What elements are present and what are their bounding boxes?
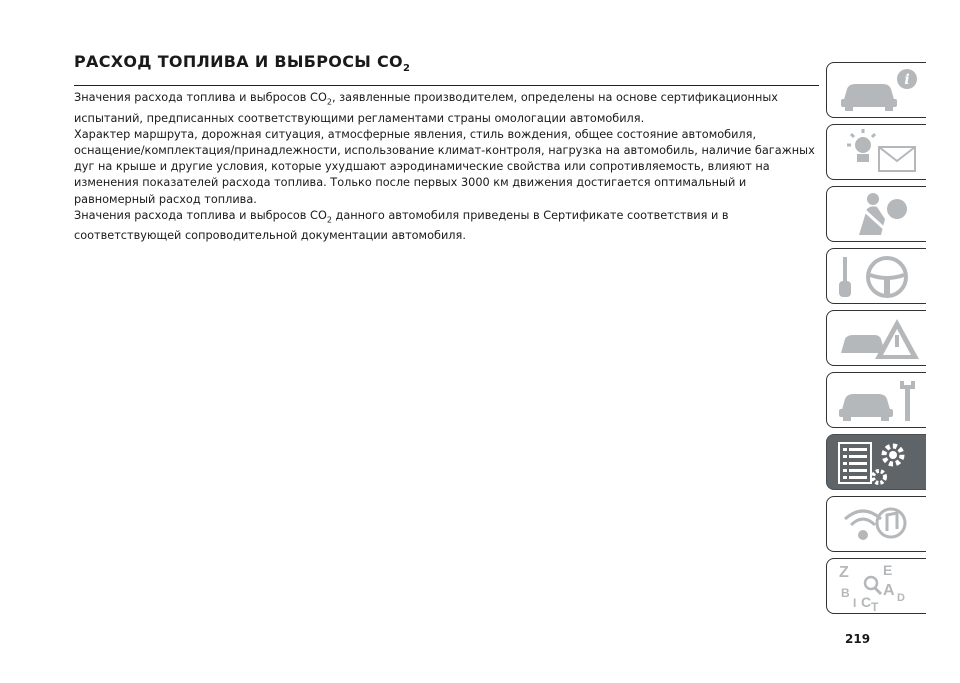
airbag-seatbelt-icon — [837, 191, 921, 239]
svg-text:Z: Z — [839, 564, 849, 581]
car-emergency-icon — [837, 315, 921, 363]
car-maintenance-icon — [837, 377, 921, 425]
page-number: 219 — [845, 632, 871, 646]
svg-text:T: T — [871, 600, 879, 611]
tab-car-info[interactable] — [826, 62, 926, 118]
tab-warning-lights[interactable] — [826, 124, 926, 180]
tab-safety[interactable] — [826, 186, 926, 242]
section-body — [74, 90, 819, 244]
content-area — [74, 52, 819, 245]
svg-text:A: A — [883, 582, 895, 599]
paragraph-documentation: Значения расхода топлива и выбросов $СО_2$ данного автомобиля приведены в Сертификате соответствия и в соответствующей сопроводительной документации автомобиля. — [74, 208, 729, 243]
svg-text:I: I — [853, 596, 857, 610]
tab-maintenance[interactable] — [826, 372, 926, 428]
svg-text:B: B — [841, 586, 850, 600]
key-steering-wheel-icon — [837, 253, 921, 301]
tab-technical-data[interactable] — [826, 434, 926, 490]
car-info-icon — [837, 67, 921, 115]
warning-light-message-icon — [837, 129, 921, 177]
svg-text:D: D — [897, 592, 905, 604]
tab-multimedia[interactable] — [826, 496, 926, 552]
svg-text:E: E — [883, 563, 893, 578]
tab-index[interactable] — [826, 558, 926, 614]
svg-text:i: i — [904, 72, 910, 88]
tab-starting-driving[interactable] — [826, 248, 926, 304]
technical-data-icon — [837, 439, 921, 487]
svg-text:C: C — [861, 594, 872, 610]
section-title: РАСХОД ТОПЛИВА И ВЫБРОСЫ $СО_2$ — [74, 52, 819, 86]
paragraph-certification: Значения расхода топлива и выбросов $СО_2$, заявленные производителем, определены на основе сертификационных испытаний, предписанных соответствующими регламентами страны омологации автомобиля. — [74, 91, 778, 125]
multimedia-icon — [837, 501, 921, 549]
paragraph-conditions: Характер маршрута, дорожная ситуация, атмосферные явления, стиль вождения, общее состояние автомобиля, оснащение/комплектация/принадлежности, использование климат-контроля, нагрузка на автомобиль, наличие багажных дуг на крыше и другие условия, которые ухудшают аэродинамические свойства или сопротивляемость, влияют на изменения показателей расхода топлива. Только после первых 3000 км движения достигается оптимальный и равномерный расход топлива. — [74, 127, 815, 206]
tab-emergency[interactable] — [826, 310, 926, 366]
alphabetical-index-icon — [837, 563, 921, 611]
